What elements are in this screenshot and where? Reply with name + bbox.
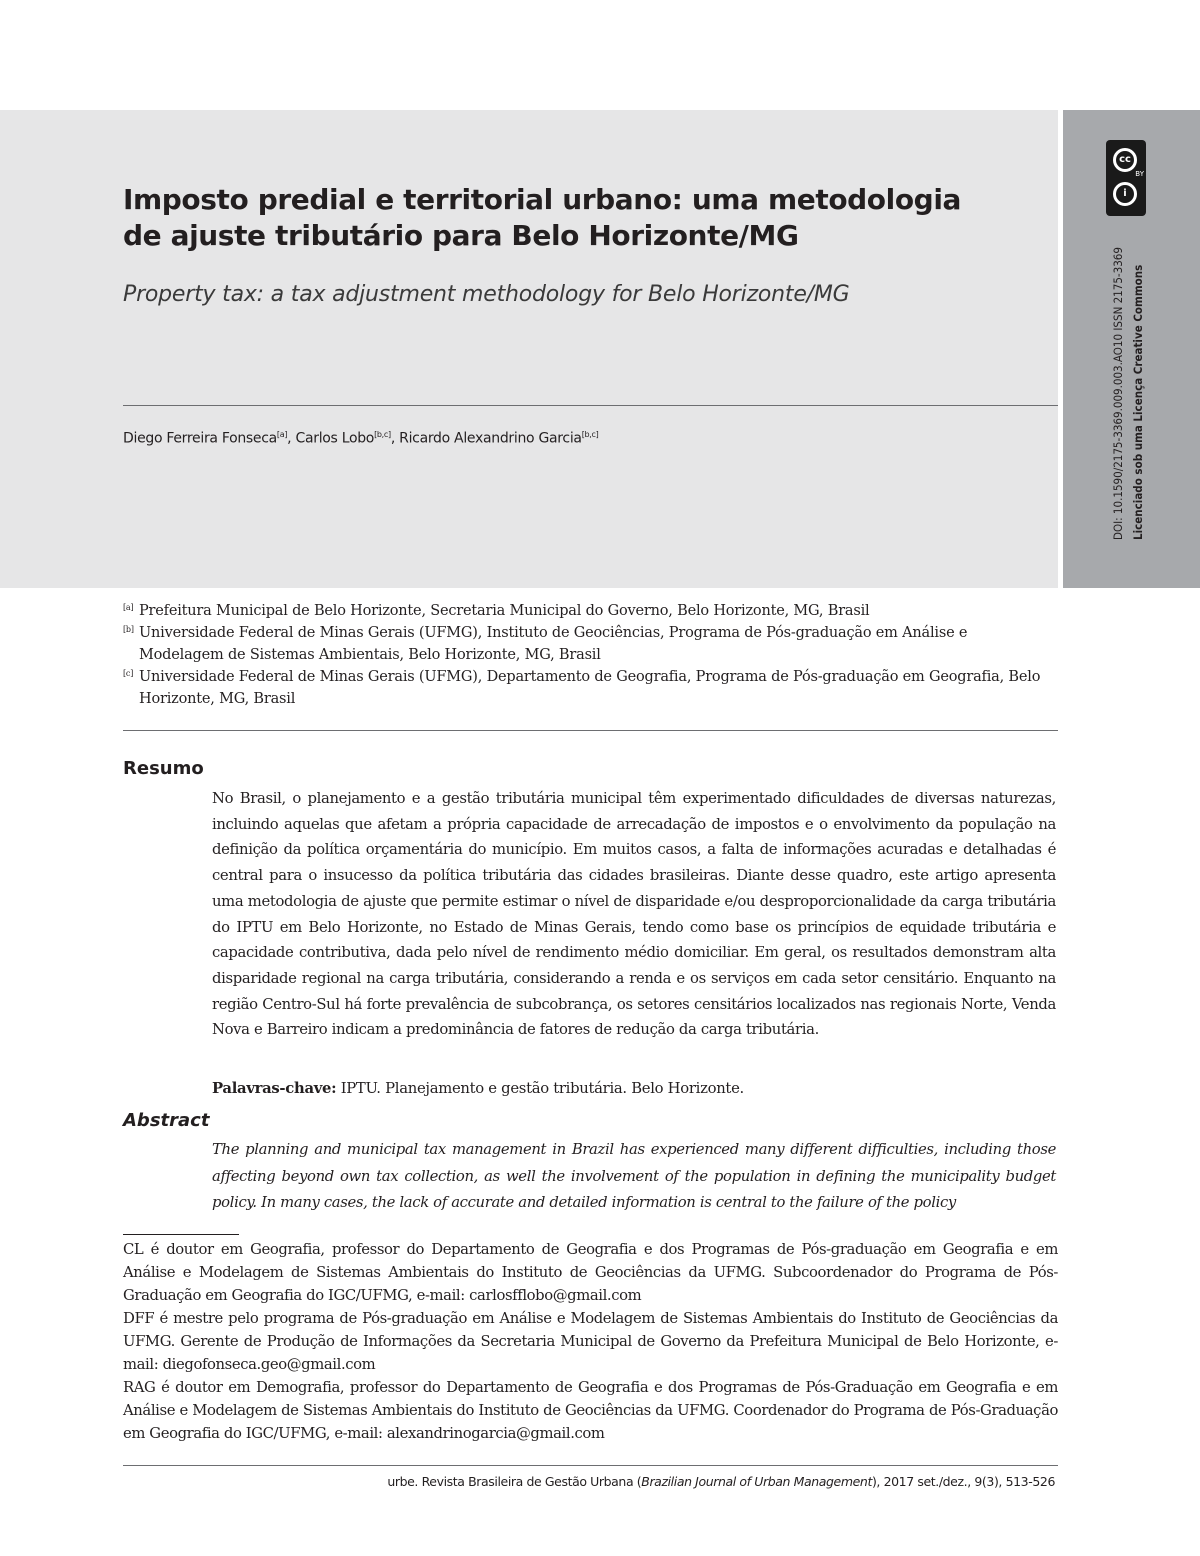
author-mark: [b,c]	[581, 430, 599, 439]
affiliation-item	[123, 666, 1053, 710]
affiliation-item	[123, 600, 1053, 622]
affiliation-text: Universidade Federal de Minas Gerais (UFMG), Departamento de Geografia, Programa de Pós-graduação em Geografia, Belo Horizonte, MG, Brasil	[139, 669, 1041, 707]
affiliation-mark: [a]	[123, 603, 134, 612]
footnote: DFF é mestre pelo programa de Pós-graduação em Análise e Modelagem de Sistemas Ambientais do Instituto de Geociências da UFMG. Gerente de Produção de Informações da Secretaria Municipal de Governo da Prefeitura Municipal de Belo Horizonte, e-mail: diegofonseca.geo@gmail.com	[123, 1310, 1058, 1373]
journal-suffix: ), 2017 set./dez., 9(3), 513-526	[871, 1474, 1055, 1489]
author-name: Diego Ferreira Fonseca	[123, 430, 277, 447]
author-name: Ricardo Alexandrino Garcia	[399, 430, 582, 447]
affiliation-mark: [b]	[123, 625, 134, 634]
author-name: Carlos Lobo	[295, 430, 375, 447]
article-title	[123, 182, 1023, 254]
affiliation-text: Prefeitura Municipal de Belo Horizonte, Secretaria Municipal do Governo, Belo Horizonte, MG, Brasil	[139, 603, 870, 619]
journal-citation	[387, 1474, 1055, 1489]
abstract-heading: Abstract	[123, 1110, 210, 1131]
article-subtitle: Property tax: a tax adjustment methodology for Belo Horizonte/MG	[123, 282, 850, 307]
author-mark: [a]	[276, 430, 288, 439]
author-list: Diego Ferreira Fonseca[a], Carlos Lobo[b,c], Ricardo Alexandrino Garcia[b,c]	[123, 430, 599, 447]
footnotes	[123, 1238, 1058, 1445]
footnote-rule	[123, 1234, 239, 1235]
doi-issn-line[interactable]: DOI: 10.1590/2175-3369.009.003.AO10 ISSN 2175-3369	[1111, 247, 1125, 540]
resumo-heading: Resumo	[123, 758, 204, 779]
cc-icon: cc	[1113, 148, 1137, 172]
affiliation-mark: [c]	[123, 669, 134, 678]
resumo-text: No Brasil, o planejamento e a gestão tributária municipal têm experimentado dificuldades de diversas naturezas, incluindo aquelas que afetam a própria capacidade de arrecadação de impostos e o envolvimento da população na definição da política orçamentária do município. Em muitos casos, a falta de informações acuradas e detalhadas é central para o insucesso da política tributária das cidades brasileiras. Diante desse quadro, este artigo apresenta uma metodologia de ajuste que permite estimar o nível de disparidade e/ou desproporcionalidade da carga tributária do IPTU em Belo Horizonte, no Estado de Minas Gerais, tendo como base os princípios de equidade tributária e capacidade contributiva, dada pelo nível de rendimento médio domiciliar. Em geral, os resultados demonstram alta disparidade regional na carga tributária, considerando a renda e os serviços em cada setor censitário. Enquanto na região Centro-Sul há forte prevalência de subcobrança, os setores censitários localizados nas regionais Norte, Venda Nova e Barreiro indicam a predominância de fatores de redução da carga tributária.	[212, 790, 1056, 1039]
section-divider	[123, 730, 1058, 731]
footnote: RAG é doutor em Demografia, professor do Departamento de Geografia e dos Programas de Pós-Graduação em Geografia e em Análise e Modelagem de Sistemas Ambientais do Instituto de Geociências da UFMG. Coordenador do Programa de Pós-Graduação em Geografia do IGC/UFMG, e-mail: alexandrinogarcia@gmail.com	[123, 1379, 1058, 1442]
doi-vertical-text	[1108, 120, 1152, 540]
journal-prefix: urbe. Revista Brasileira de Gestão Urbana (	[387, 1474, 642, 1489]
title-line-1: Imposto predial e territorial urbano: uma metodologia	[123, 183, 962, 216]
affiliations	[123, 600, 1053, 710]
footnote: CL é doutor em Geografia, professor do Departamento de Geografia e dos Programas de Pós-graduação em Geografia e em Análise e Modelagem de Sistemas Ambientais do Instituto de Geociências da UFMG. Subcoordenador do Programa de Pós-Graduação em Geografia do IGC/UFMG, e-mail: carlosfflobo@gmail.com	[123, 1241, 1058, 1304]
keywords-text: IPTU. Planejamento e gestão tributária. Belo Horizonte.	[340, 1080, 744, 1097]
by-person-icon: i	[1113, 182, 1137, 206]
title-divider	[123, 405, 1058, 406]
author-mark: [b,c]	[374, 430, 391, 439]
keywords	[212, 1080, 1056, 1097]
footer-divider	[123, 1465, 1058, 1466]
cc-by-label: BY	[1135, 170, 1144, 178]
title-line-2: de ajuste tributário para Belo Horizonte/MG	[123, 219, 799, 252]
keywords-label: Palavras-chave:	[212, 1080, 337, 1097]
journal-english-title: Brazilian Journal of Urban Management	[641, 1474, 872, 1489]
affiliation-text: Universidade Federal de Minas Gerais (UFMG), Instituto de Geociências, Programa de Pós-graduação em Análise e Modelagem de Sistemas Ambientais, Belo Horizonte, MG, Brasil	[139, 625, 968, 663]
abstract-text: The planning and municipal tax management in Brazil has experienced many different difficulties, including those affecting beyond own tax collection, as well the involvement of the population in defining the municipality budget policy. In many cases, the lack of accurate and detailed information is central to the failure of the policy	[212, 1141, 1056, 1211]
license-line[interactable]: Licenciado sob uma Licença Creative Commons	[1131, 264, 1145, 540]
affiliation-item	[123, 622, 1053, 666]
